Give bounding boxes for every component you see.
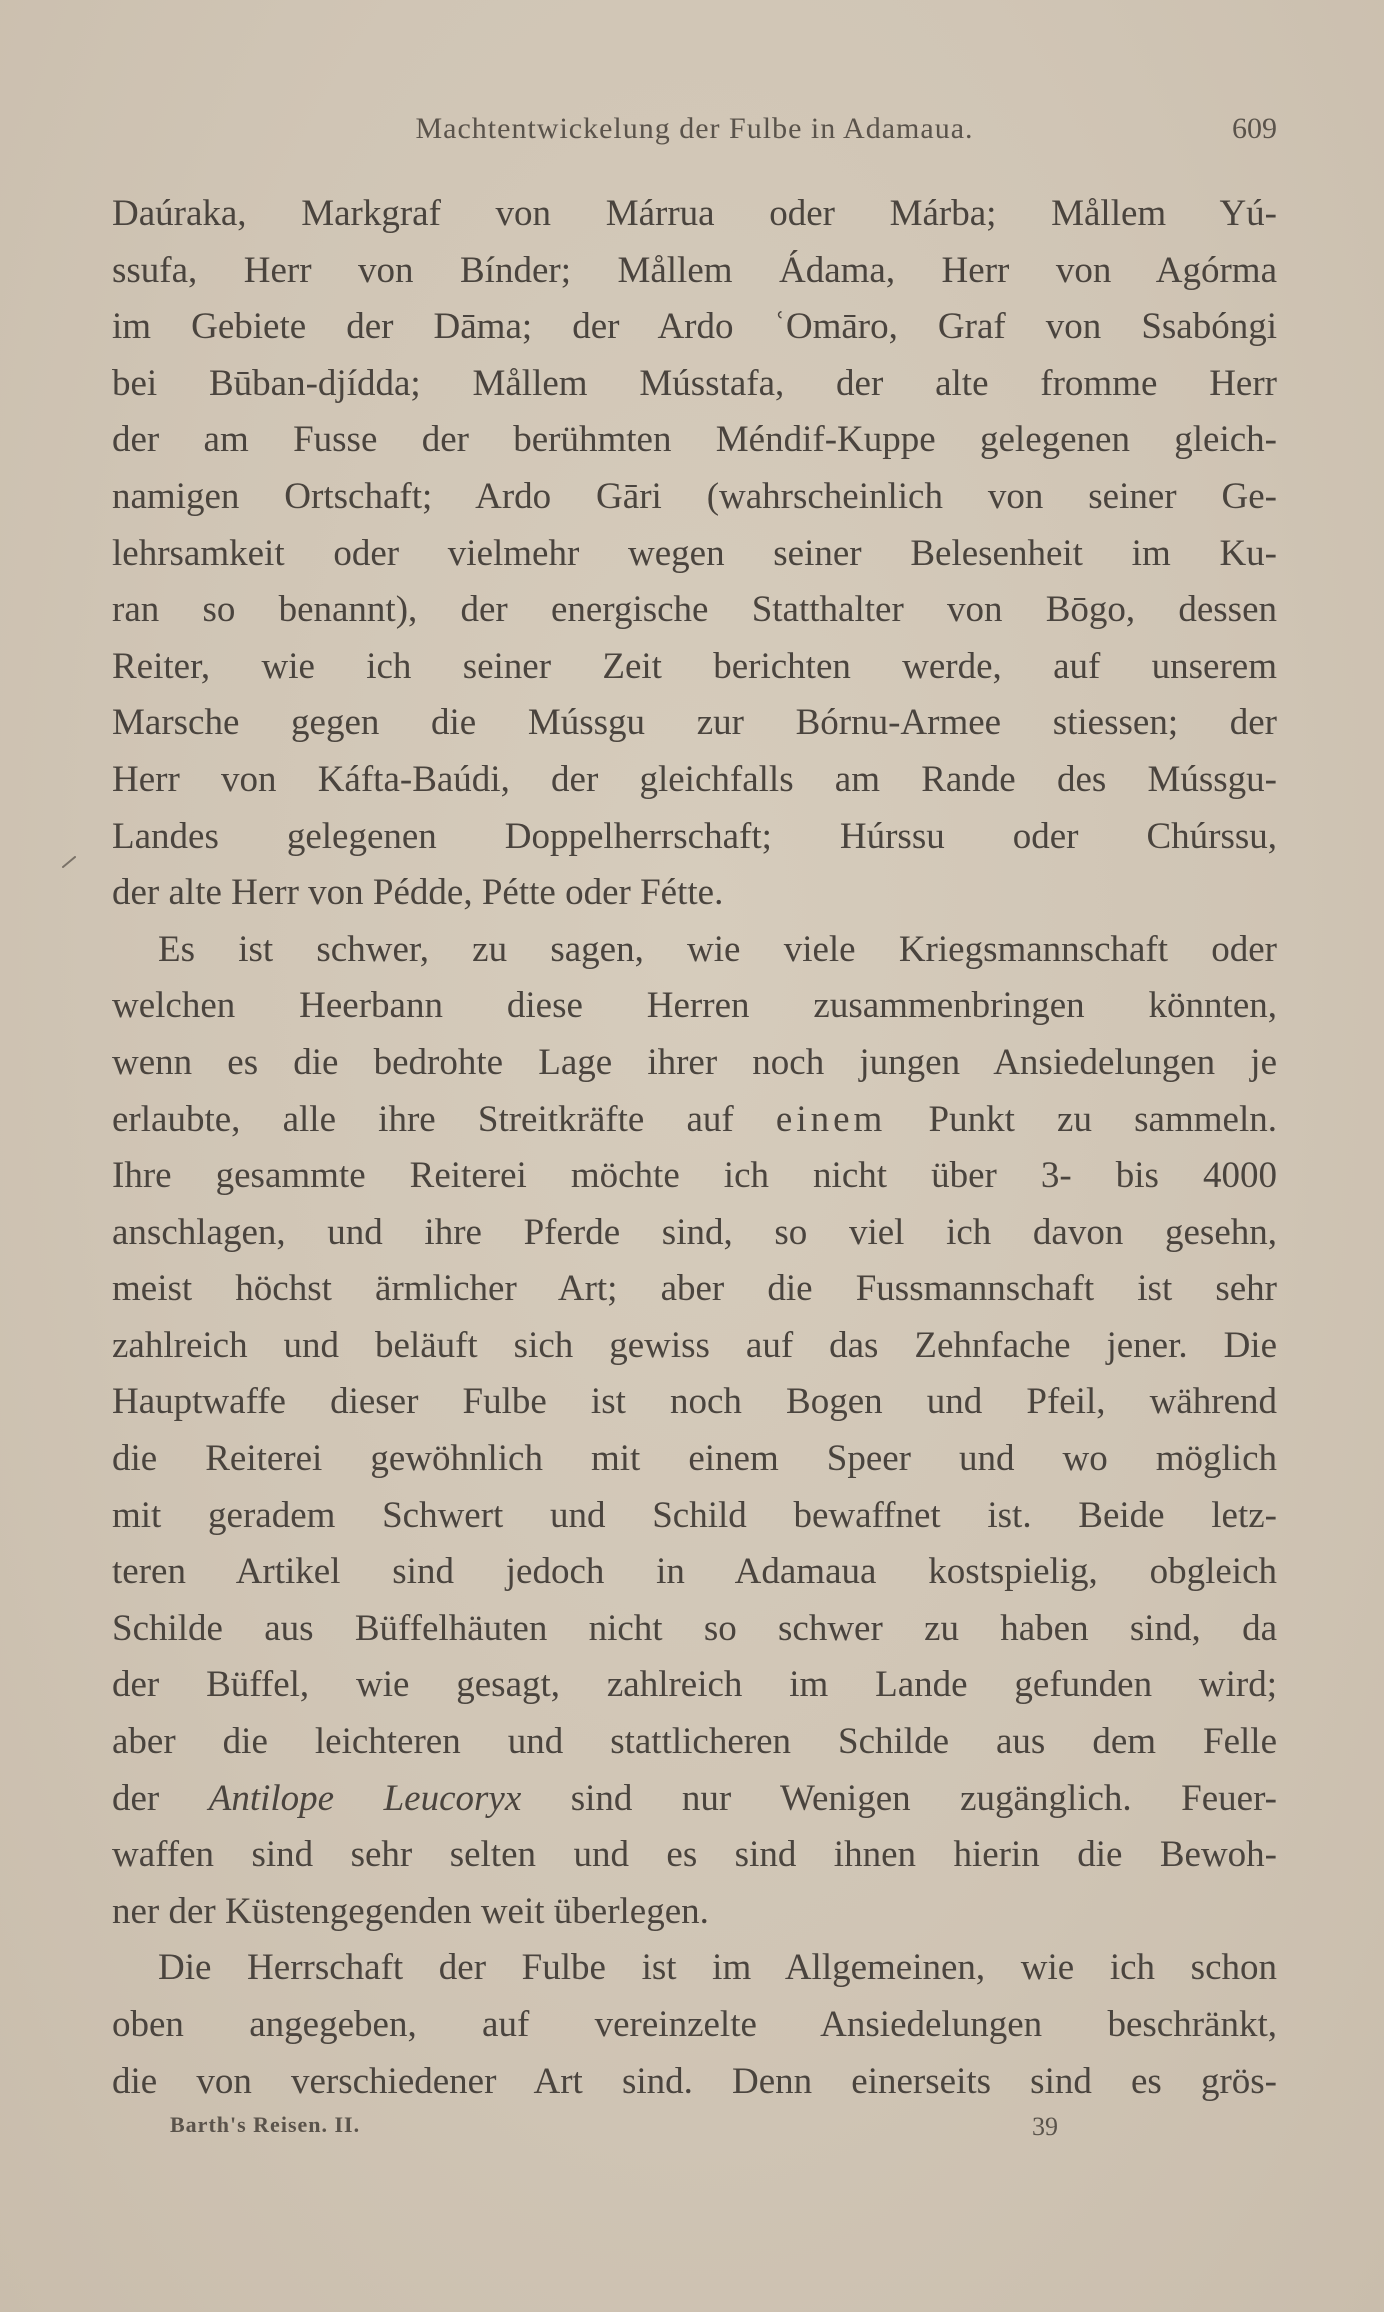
text-line: Ihre gesammte Reiterei möchte ich nicht über 3- bis 4000 — [112, 1155, 1277, 1197]
text-line: Reiter, wie ich seiner Zeit berichten werde, auf unserem — [112, 645, 1277, 687]
text-line: bei Būban-djídda; Mållem Músstafa, der alte fromme Herr — [112, 362, 1277, 404]
text-line: Daúraka, Markgraf von Márrua oder Márba; Mållem Yú- — [112, 193, 1277, 234]
text-line: zahlreich und beläuft sich gewiss auf das Zehnfache jener. Die — [112, 1324, 1277, 1366]
text-line: erlaubte, alle ihre Streitkräfte auf einem Punkt zu sammeln. — [112, 1098, 1277, 1140]
text-line: die Reiterei gewöhnlich mit einem Speer und wo möglich — [112, 1438, 1277, 1480]
text-line: meist höchst ärmlicher Art; aber die Fussmannschaft ist sehr — [112, 1268, 1277, 1310]
text-line: Landes gelegenen Doppelherrschaft; Húrssu oder Chúrssu, — [112, 815, 1277, 857]
spaced-emphasis: einem — [775, 1098, 887, 1140]
text-line: oben angegeben, auf vereinzelte Ansiedelungen beschränkt, — [112, 2004, 1277, 2045]
text-line: Schilde aus Büffelhäuten nicht so schwer zu haben sind, da — [112, 1607, 1277, 1649]
sheet-number: 39 — [1032, 2112, 1058, 2141]
text-line: der Büffel, wie gesagt, zahlreich im Lande gefunden wird; — [112, 1664, 1277, 1706]
text-line: Es ist schwer, zu sagen, wie viele Kriegsmannschaft oder — [158, 928, 1277, 970]
text-line: Hauptwaffe dieser Fulbe ist noch Bogen und Pfeil, während — [112, 1381, 1277, 1423]
text-line: namigen Ortschaft; Ardo Gāri (wahrscheinlich von seiner Ge- — [112, 475, 1277, 517]
text-line: im Gebiete der Dāma; der Ardo ʿOmāro, Graf von Ssabóngi — [112, 306, 1277, 348]
text-line: der am Fusse der berühmten Méndif-Kuppe gelegenen gleich- — [112, 419, 1277, 461]
text-line: lehrsamkeit oder vielmehr wegen seiner Belesenheit im Ku- — [112, 532, 1277, 574]
text-line: anschlagen, und ihre Pferde sind, so viel ich davon gesehn, — [112, 1211, 1277, 1253]
pencil-mark-icon — [62, 856, 76, 868]
text-line: aber die leichteren und stattlicheren Schilde aus dem Felle — [112, 1721, 1277, 1763]
page-footer — [170, 2112, 1070, 2148]
text-line: ner der Küstengegenden weit überlegen. — [112, 1890, 709, 1932]
text-line: Marsche gegen die Mússgu zur Bórnu-Armee stiessen; der — [112, 702, 1277, 744]
text-line: teren Artikel sind jedoch in Adamaua kostspielig, obgleich — [112, 1551, 1277, 1593]
running-title: Machtentwickelung der Fulbe in Adamaua. — [415, 112, 974, 145]
page-number: 609 — [1232, 112, 1277, 145]
text-line: die von verschiedener Art sind. Denn einerseits sind es grös- — [112, 2060, 1277, 2102]
text-line: der Antilope Leucoryx sind nur Wenigen zugänglich. Feuer- — [112, 1777, 1277, 1819]
text-line: wenn es die bedrohte Lage ihrer noch jungen Ansiedelungen je — [112, 1041, 1277, 1083]
text-line: mit geradem Schwert und Schild bewaffnet ist. Beide letz- — [112, 1494, 1277, 1536]
text-line: der alte Herr von Pédde, Pétte oder Fétte. — [112, 872, 724, 914]
page-header — [112, 112, 1277, 156]
text-line: Herr von Káfta-Baúdi, der gleichfalls am Rande des Mússgu- — [112, 758, 1277, 800]
text-line: Die Herrschaft der Fulbe ist im Allgemeinen, wie ich schon — [158, 1947, 1277, 1989]
text-line: waffen sind sehr selten und es sind ihnen hierin die Bewoh- — [112, 1834, 1277, 1876]
body-text — [112, 186, 1277, 2110]
printer-signature: Barth's Reisen. II. — [170, 2112, 361, 2137]
text-line: ssufa, Herr von Bínder; Mållem Ádama, Herr von Agórma — [112, 249, 1277, 291]
species-name: Antilope Leucoryx — [208, 1777, 522, 1819]
text-line: welchen Heerbann diese Herren zusammenbringen könnten, — [112, 985, 1277, 1027]
text-line: ran so benannt), der energische Statthalter von Bōgo, dessen — [112, 589, 1277, 631]
